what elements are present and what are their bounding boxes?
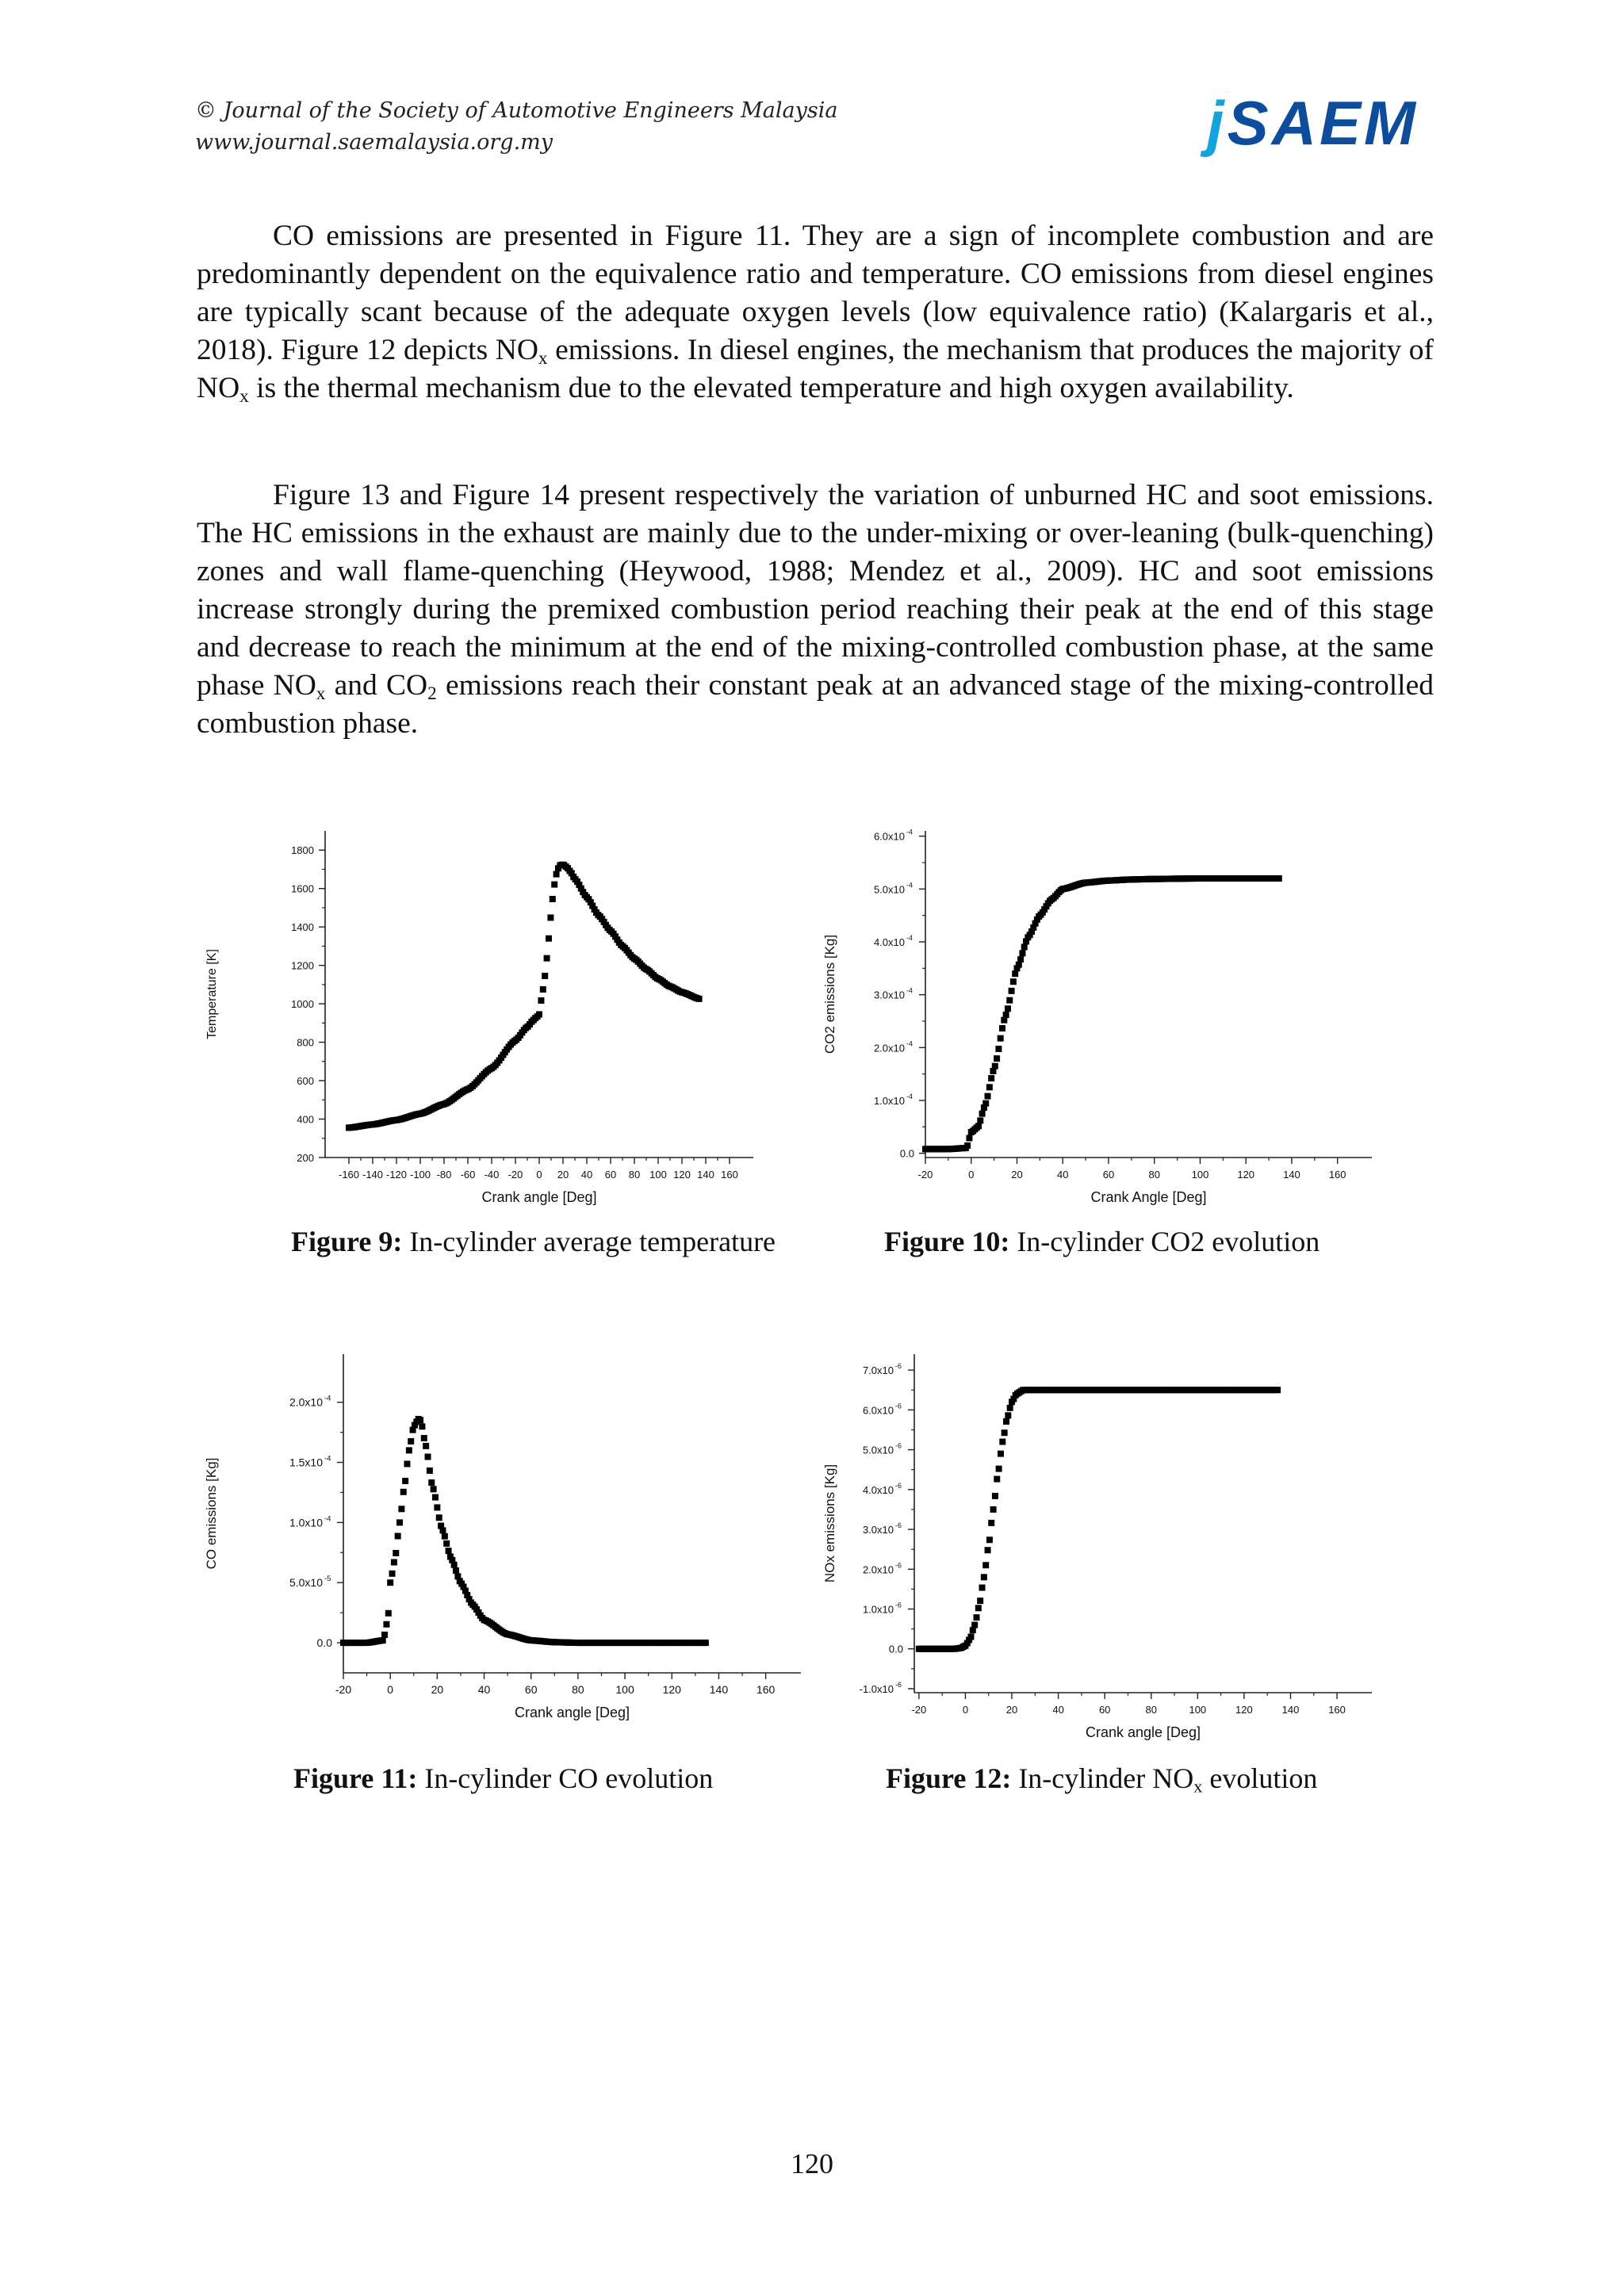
data-point xyxy=(381,1632,388,1638)
data-point xyxy=(992,1493,998,1499)
data-point xyxy=(982,1562,989,1568)
y-tick-exponent: -6 xyxy=(895,1680,902,1689)
x-tick-label: 0 xyxy=(962,1704,969,1716)
x-tick-label: 80 xyxy=(1148,1169,1160,1181)
data-point xyxy=(393,1550,399,1556)
x-tick-label: 0 xyxy=(536,1169,542,1181)
x-tick-label: 60 xyxy=(524,1683,538,1696)
journal-header xyxy=(195,95,837,159)
data-point xyxy=(553,871,560,878)
y-tick-label: 2.0x10 xyxy=(862,1563,894,1576)
data-point xyxy=(985,1093,991,1100)
data-point xyxy=(988,1075,994,1081)
x-tick-label: 100 xyxy=(1189,1704,1207,1716)
journal-url: www.journal.saemalaysia.org.my xyxy=(195,130,553,155)
figure-9-caption-text: In-cylinder average temperature xyxy=(402,1226,776,1257)
y-tick-label: 400 xyxy=(297,1113,314,1126)
p2-text-c: emissions reach their constant peak at an advanced stage of the mixing-controlled combustion phase. xyxy=(197,669,1434,740)
data-point xyxy=(551,882,557,888)
y-tick-label: 2.0x10 xyxy=(289,1395,323,1409)
logo-saem: SAEM xyxy=(1227,88,1419,158)
y-tick-label: 1400 xyxy=(291,921,314,934)
data-point xyxy=(964,1142,971,1149)
y-tick-label: 6.0x10 xyxy=(862,1404,894,1417)
y-tick-label: 7.0x10 xyxy=(862,1364,894,1377)
x-tick-label: 140 xyxy=(1281,1704,1300,1716)
data-point xyxy=(546,936,552,942)
data-point xyxy=(977,1117,983,1123)
figure-11-chart xyxy=(198,1340,809,1744)
data-point xyxy=(1006,997,1013,1004)
y-tick-exponent: -6 xyxy=(895,1521,902,1530)
data-point xyxy=(998,1035,1004,1042)
data-point xyxy=(404,1460,410,1467)
data-point xyxy=(380,1637,386,1644)
data-point xyxy=(1017,956,1024,962)
y-tick-label: 5.0x10 xyxy=(873,883,905,896)
x-tick-label: 120 xyxy=(1235,1704,1253,1716)
y-axis-label: NOx emissions [Kg] xyxy=(822,1464,837,1583)
figure-11-caption-text: In-cylinder CO evolution xyxy=(417,1762,714,1794)
y-tick-label: 1600 xyxy=(291,882,314,895)
data-point xyxy=(427,1468,433,1474)
y-tick-exponent: -5 xyxy=(324,1575,331,1584)
data-point xyxy=(446,1548,452,1554)
x-tick-label: 20 xyxy=(1005,1704,1018,1716)
figure-9-caption xyxy=(291,1225,776,1258)
data-point xyxy=(1005,1005,1011,1012)
x-tick-label: -160 xyxy=(338,1169,360,1181)
y-tick-exponent: -4 xyxy=(906,828,913,836)
y-tick-exponent: -6 xyxy=(895,1362,902,1371)
x-tick-label: -80 xyxy=(436,1169,452,1181)
data-point xyxy=(999,1025,1005,1031)
y-tick-exponent: -4 xyxy=(906,1093,913,1100)
x-tick-label: 120 xyxy=(1237,1169,1255,1181)
data-point xyxy=(975,1605,982,1611)
x-tick-label: 0 xyxy=(968,1169,975,1181)
y-tick-label: 0.0 xyxy=(316,1636,332,1650)
figure-10-label: Figure 10: xyxy=(884,1226,1010,1257)
data-point xyxy=(396,1519,403,1525)
x-axis-label: Crank angle [Deg] xyxy=(1085,1724,1201,1740)
data-point xyxy=(1012,970,1018,977)
x-tick-label: 160 xyxy=(721,1169,738,1181)
x-tick-label: 40 xyxy=(477,1683,491,1696)
y-tick-exponent: -6 xyxy=(895,1601,902,1609)
data-point xyxy=(977,1598,983,1604)
figure-10-chart xyxy=(817,817,1388,1205)
figure-12-caption-sub: x xyxy=(1193,1776,1203,1797)
p2-sub-2: 2 xyxy=(427,683,437,704)
x-tick-label: -100 xyxy=(409,1169,431,1181)
figure-12-caption-text-a: In-cylinder NO xyxy=(1011,1762,1194,1794)
p1-sub-2: x xyxy=(239,385,249,407)
x-tick-label: 100 xyxy=(1191,1169,1209,1181)
x-tick-label: -20 xyxy=(508,1169,523,1181)
y-tick-label: 1.5x10 xyxy=(289,1456,323,1469)
data-point xyxy=(696,996,703,1002)
data-point xyxy=(451,1562,458,1568)
data-point xyxy=(971,1622,978,1628)
y-tick-label: 3.0x10 xyxy=(862,1524,894,1536)
data-point xyxy=(992,1063,998,1070)
data-point xyxy=(1021,943,1028,950)
x-tick-label: 60 xyxy=(1102,1169,1115,1181)
data-point xyxy=(1276,875,1282,882)
paragraph-1 xyxy=(197,217,1434,408)
data-point xyxy=(999,1439,1005,1445)
figure-12-label: Figure 12: xyxy=(886,1762,1012,1794)
x-tick-label: 40 xyxy=(1056,1169,1069,1181)
data-point xyxy=(1003,1012,1009,1018)
y-tick-label: 1.0x10 xyxy=(862,1603,894,1616)
data-point xyxy=(419,1423,425,1429)
data-point xyxy=(443,1540,450,1547)
data-point xyxy=(395,1533,401,1539)
data-point xyxy=(981,1574,987,1580)
x-tick-label: -140 xyxy=(362,1169,384,1181)
x-tick-label: -20 xyxy=(335,1683,352,1696)
p1-sub-1: x xyxy=(538,347,548,369)
data-point xyxy=(387,1579,393,1586)
data-point xyxy=(1002,1429,1008,1436)
data-point xyxy=(967,1634,974,1640)
y-axis-label: CO emissions [Kg] xyxy=(204,1457,219,1570)
data-point xyxy=(538,997,544,1004)
figure-11-label: Figure 11: xyxy=(293,1762,418,1794)
data-point xyxy=(990,1506,997,1513)
figure-9-svg xyxy=(198,817,769,1205)
y-tick-label: 4.0x10 xyxy=(873,936,905,948)
figure-9-chart xyxy=(198,817,769,1205)
data-series xyxy=(340,1416,709,1646)
y-tick-exponent: -4 xyxy=(906,986,913,995)
data-point xyxy=(434,1504,440,1510)
data-point xyxy=(544,955,550,962)
y-tick-exponent: -6 xyxy=(895,1561,902,1570)
x-tick-label: 20 xyxy=(1011,1169,1023,1181)
y-tick-exponent: -4 xyxy=(906,934,913,942)
data-point xyxy=(431,1486,437,1492)
x-tick-label: 40 xyxy=(580,1169,593,1181)
y-tick-label: 6.0x10 xyxy=(873,830,905,843)
x-tick-label: 60 xyxy=(604,1169,617,1181)
data-point xyxy=(966,1135,972,1142)
data-point xyxy=(436,1514,442,1521)
x-tick-label: -20 xyxy=(911,1704,927,1716)
jsaem-logo xyxy=(1207,88,1419,158)
p1-text-c: is the thermal mechanism due to the elevated temperature and high oxygen availability. xyxy=(248,372,1294,404)
data-point xyxy=(1274,1387,1281,1393)
y-axis-label: Temperature [K] xyxy=(205,949,219,1039)
x-tick-label: 20 xyxy=(431,1683,444,1696)
y-tick-label: 2.0x10 xyxy=(873,1042,905,1054)
y-tick-label: 0.0 xyxy=(899,1147,914,1160)
y-tick-label: 1.0x10 xyxy=(289,1516,323,1529)
p2-text-b: and CO xyxy=(325,669,428,702)
data-point xyxy=(703,1640,709,1646)
p1-text-b: emissions. In diesel engines, the mechanism that produces the majority of NO xyxy=(197,334,1434,404)
paragraph-2 xyxy=(197,476,1434,743)
data-point xyxy=(979,1111,986,1117)
page-number: 120 xyxy=(791,2148,833,2179)
data-point xyxy=(536,1011,542,1017)
data-point xyxy=(428,1479,435,1486)
y-tick-exponent: -4 xyxy=(324,1514,331,1524)
x-tick-label: -120 xyxy=(385,1169,408,1181)
x-tick-label: 140 xyxy=(1283,1169,1300,1181)
data-point xyxy=(542,973,548,979)
x-tick-label: 100 xyxy=(649,1169,667,1181)
x-tick-label: 40 xyxy=(1052,1704,1064,1716)
data-point xyxy=(408,1438,414,1445)
data-series xyxy=(346,862,703,1131)
x-tick-label: 100 xyxy=(615,1683,634,1696)
data-point xyxy=(425,1454,431,1460)
data-point xyxy=(400,1489,407,1495)
data-point xyxy=(1019,950,1025,956)
data-series xyxy=(916,1387,1281,1652)
y-tick-label: -1.0x10 xyxy=(859,1682,894,1695)
x-tick-label: 80 xyxy=(572,1683,584,1696)
y-tick-exponent: -4 xyxy=(324,1394,331,1403)
x-axis-label: Crank Angle [Deg] xyxy=(1090,1189,1207,1205)
data-point xyxy=(996,1466,1002,1472)
x-tick-label: 0 xyxy=(387,1683,394,1696)
y-tick-label: 1200 xyxy=(291,959,314,972)
y-tick-label: 800 xyxy=(297,1036,314,1049)
figure-9-label: Figure 9: xyxy=(291,1226,403,1257)
x-tick-label: 140 xyxy=(697,1169,714,1181)
data-point xyxy=(383,1621,389,1628)
data-point xyxy=(439,1527,446,1533)
data-point xyxy=(995,1046,1002,1052)
y-tick-label: 1.0x10 xyxy=(873,1095,905,1107)
y-tick-label: 4.0x10 xyxy=(862,1483,894,1496)
data-point xyxy=(994,1055,1000,1062)
p2-sub-1: x xyxy=(316,683,326,704)
y-tick-exponent: -4 xyxy=(906,881,913,890)
y-tick-exponent: -4 xyxy=(906,1039,913,1048)
y-tick-exponent: -4 xyxy=(324,1454,331,1464)
figure-12-chart xyxy=(817,1340,1388,1744)
p1-text-a: CO emissions are presented in Figure 11. They are a sign of incomplete combustion and are predominantly dependent on the equivalence ratio and temperature. CO emissions from diesel engines are typically scant because of the adequate oxygen levels (low equivalence ratio) (Kalargaris et al., 2018). Figure 12 depicts NO xyxy=(197,220,1434,366)
data-point xyxy=(1007,1405,1013,1411)
x-tick-label: 80 xyxy=(1145,1704,1157,1716)
x-tick-label: 120 xyxy=(673,1169,691,1181)
data-point xyxy=(398,1506,404,1512)
data-point xyxy=(406,1447,412,1453)
x-tick-label: 120 xyxy=(662,1683,681,1696)
data-point xyxy=(432,1494,439,1501)
data-point xyxy=(1005,1412,1011,1418)
x-axis-label: Crank angle [Deg] xyxy=(481,1189,597,1205)
x-tick-label: 20 xyxy=(557,1169,569,1181)
y-tick-label: 5.0x10 xyxy=(862,1444,894,1456)
figure-10-svg xyxy=(817,817,1388,1205)
x-tick-label: 160 xyxy=(756,1683,776,1696)
data-point xyxy=(550,896,556,902)
y-tick-label: 5.0x10 xyxy=(289,1576,323,1590)
x-tick-label: -40 xyxy=(484,1169,500,1181)
journal-copyright: © Journal of the Society of Automotive Engineers Malaysia xyxy=(195,98,838,123)
y-tick-label: 600 xyxy=(297,1075,314,1088)
logo-j: j xyxy=(1207,88,1228,158)
x-tick-label: 80 xyxy=(628,1169,641,1181)
data-point xyxy=(385,1610,392,1617)
data-point xyxy=(986,1084,993,1090)
data-point xyxy=(389,1571,396,1577)
data-point xyxy=(975,1123,982,1129)
x-tick-label: 60 xyxy=(1098,1704,1111,1716)
figure-12-caption xyxy=(886,1762,1317,1795)
data-point xyxy=(547,914,553,920)
y-axis-label: CO2 emissions [Kg] xyxy=(822,934,837,1054)
data-point xyxy=(402,1478,408,1484)
x-tick-label: 160 xyxy=(1328,1704,1346,1716)
figure-10-caption-text: In-cylinder CO2 evolution xyxy=(1009,1226,1320,1257)
figure-11-svg xyxy=(198,1340,809,1744)
y-tick-exponent: -6 xyxy=(895,1441,902,1450)
y-tick-exponent: -6 xyxy=(895,1481,902,1490)
figure-12-svg xyxy=(817,1340,1388,1744)
figure-12-caption-text-b: evolution xyxy=(1202,1762,1318,1794)
data-point xyxy=(540,986,546,993)
p2-text-a: Figure 13 and Figure 14 present respectively the variation of unburned HC and soot emissions. The HC emissions in the exhaust are mainly due to the under-mixing or over-leaning (bulk-quenching) zones and wall flame-quenching (Heywood, 1988; Mendez et al., 2009). HC and soot emissions increase strongly during the premixed combustion period reaching their peak at the end of this stage and decrease to reach the minimum at the end of the mixing-controlled combustion phase, at the same phase NO xyxy=(197,479,1434,702)
y-tick-label: 1800 xyxy=(291,844,314,857)
x-tick-label: -60 xyxy=(460,1169,476,1181)
y-tick-exponent: -6 xyxy=(895,1402,902,1410)
data-point xyxy=(442,1533,448,1540)
data-point xyxy=(979,1585,986,1591)
data-point xyxy=(453,1567,459,1574)
data-point xyxy=(986,1536,993,1543)
data-point xyxy=(391,1559,397,1565)
figure-11-caption xyxy=(293,1762,713,1795)
x-tick-label: -20 xyxy=(917,1169,933,1181)
data-point xyxy=(973,1614,979,1621)
data-point xyxy=(985,1547,991,1553)
y-tick-label: 3.0x10 xyxy=(873,989,905,1001)
x-tick-label: 140 xyxy=(709,1683,729,1696)
data-point xyxy=(423,1443,429,1449)
y-tick-label: 0.0 xyxy=(888,1643,903,1655)
data-point xyxy=(421,1435,427,1441)
data-point xyxy=(1009,988,1015,994)
y-tick-label: 200 xyxy=(297,1152,314,1164)
data-point xyxy=(988,1520,994,1526)
data-point xyxy=(1003,1418,1009,1425)
data-point xyxy=(994,1476,1000,1483)
data-point xyxy=(417,1417,423,1423)
figure-10-caption xyxy=(884,1225,1320,1258)
data-point xyxy=(1010,978,1017,985)
data-series xyxy=(922,875,1282,1152)
y-tick-label: 1000 xyxy=(291,998,314,1011)
data-point xyxy=(998,1451,1004,1457)
x-axis-label: Crank angle [Deg] xyxy=(514,1705,630,1720)
x-tick-label: 160 xyxy=(1328,1169,1346,1181)
data-point xyxy=(982,1100,989,1107)
